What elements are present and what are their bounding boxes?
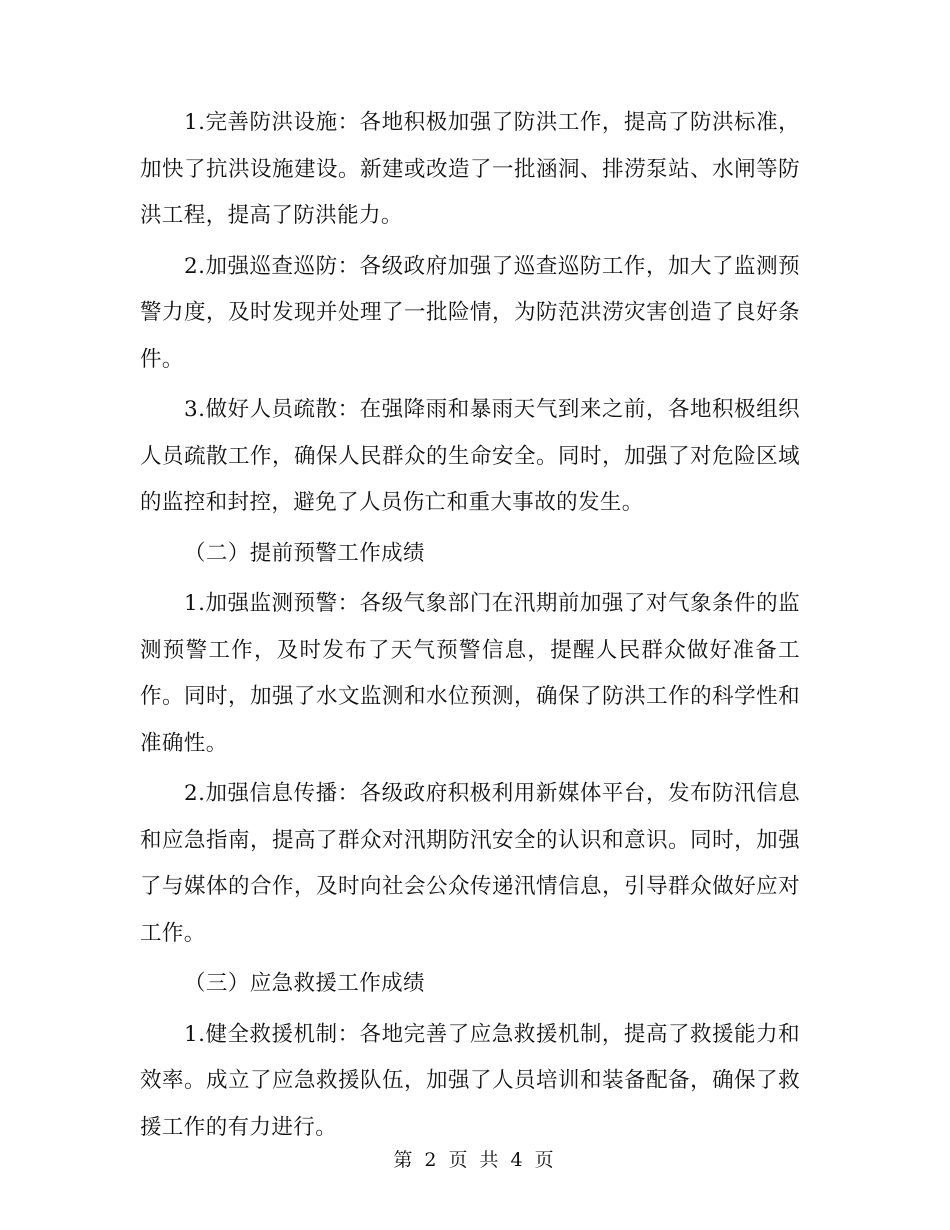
- page-number-footer: 第 2 页 共 4 页: [393, 1149, 557, 1171]
- item-information-dissemination: 2.加强信息传播：各级政府积极利用新媒体平台，发布防汛信息和应急指南，提高了群众对汛期防汛安全的认识和意识。同时，加强了与媒体的合作，及时向社会公众传递汛情信息，引导群众做好应对工作。: [140, 781, 800, 946]
- item-monitoring-warning: 1.加强监测预警：各级气象部门在汛期前加强了对气象条件的监测预警工作，及时发布了天气预警信息，提醒人民群众做好准备工作。同时，加强了水文监测和水位预测，确保了防洪工作的科学性和准确性。: [140, 591, 800, 756]
- item-rescue-mechanism: 1.健全救援机制：各地完善了应急救援机制，提高了救援能力和效率。成立了应急救援队伍，加强了人员培训和装备配备，确保了救援工作的有力进行。: [140, 1021, 800, 1140]
- item-strengthen-patrol: 2.加强巡查巡防：各级政府加强了巡查巡防工作，加大了监测预警力度，及时发现并处理了一批险情，为防范洪涝灾害创造了良好条件。: [140, 253, 800, 372]
- item-personnel-evacuation: 3.做好人员疏散：在强降雨和暴雨天气到来之前，各地积极组织人员疏散工作，确保人民群众的生命安全。同时，加强了对危险区域的监控和封控，避免了人员伤亡和重大事故的发生。: [140, 397, 800, 515]
- document-body: [140, 100, 800, 1155]
- item-improve-flood-facilities: 1.完善防洪设施：各地积极加强了防洪工作，提高了防洪标准，加快了抗洪设施建设。新建或改造了一批涵洞、排涝泵站、水闸等防洪工程，提高了防洪能力。: [140, 110, 800, 228]
- section-heading-emergency-rescue: （三）应急救援工作成绩: [184, 971, 425, 996]
- section-heading-early-warning: （二）提前预警工作成绩: [184, 540, 425, 566]
